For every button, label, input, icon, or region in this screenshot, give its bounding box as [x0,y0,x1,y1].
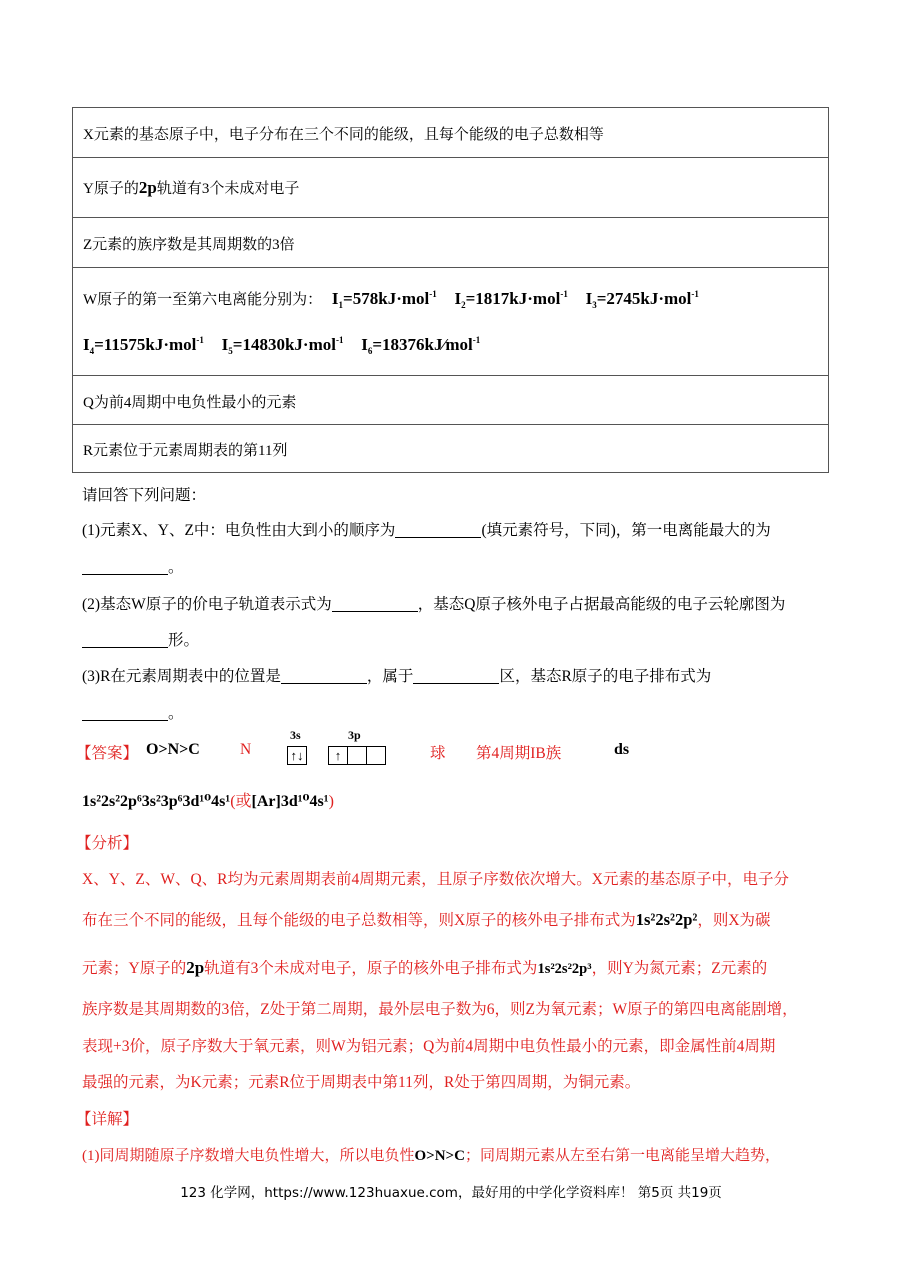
question-1-cont: 。 [82,555,184,577]
answer-blank[interactable] [82,559,168,576]
row-text: Q为前4周期中电负性最小的元素 [83,395,297,411]
answer-blank[interactable] [281,668,367,685]
answer-shape: 球 [430,745,446,762]
ionization-6: $I_6=18376kJ⁄mol^{-1}$ [361,335,481,356]
table-row-z [73,218,828,268]
row-bold: 2p [138,178,157,197]
row-text: Y原子的 [83,181,139,197]
table-row-w [73,268,828,376]
answer-position: 第4周期IB族 [476,745,562,762]
ionization-5: $I_5=14830kJ\cdot mol^{-1}$ [221,335,344,356]
answer-blank[interactable] [395,522,481,539]
row-text: 轨道有3个未成对电子 [156,181,300,197]
analysis-line-4: 族序数是其周期数的3倍，Z处于第二周期，最外层电子数为6，则Z为氧元素；W原子的第四电离能剧增， [82,1001,798,1018]
info-table [72,107,829,473]
question-2: (2)基态W原子的价电子轨道表示式为 ，基态Q原子核外电子占据最高能级的电子云轮廓图为 [82,596,786,613]
orbital-3p-box-1: ↑ [328,746,348,765]
answer-electronegativity: O>N>C [146,741,200,758]
answer-first-ionization: N [240,741,252,758]
analysis-line-2: 布在三个不同的能级，且每个能级的电子总数相等，则X原子的核外电子排布式为1s²2s²2p²，则X为碳 [82,910,771,929]
question-2-cont: 形。 [82,628,199,650]
ionization-4: $I_4=11575kJ\cdot mol^{-1}$ [83,335,204,356]
detail-label: 【详解】 [76,1111,139,1128]
ionization-2: $I_2=1817kJ\cdot mol^{-1}$ [454,289,568,310]
analysis-line-5: 表现+3价，原子序数大于氧元素，则W为铝元素；Q为前4周期中电负性最小的元素，即金属性前4周期 [82,1038,776,1055]
answer-blank[interactable] [82,705,168,722]
row-text: X元素的基态原子中，电子分布在三个不同的能级，且每个能级的电子总数相等 [83,127,604,143]
questions-intro: 请回答下列问题： [82,487,207,504]
orbital-3p-label: 3p [348,728,361,742]
table-row-x [73,108,828,158]
analysis-line-6: 最强的元素，为K元素；元素R位于周期表中第11列，R处于第四周期，为铜元素。 [82,1074,641,1091]
answer-label: 【答案】 [76,745,139,762]
analysis-line-1: X、Y、Z、W、Q、R均为元素周期表前4周期元素，且原子序数依次增大。X元素的基态原子中，电子分 [82,871,789,888]
question-3: (3)R在元素周期表中的位置是 ，属于 区，基态R原子的电子排布式为 [82,668,712,685]
answer-blank[interactable] [413,668,499,685]
analysis-label: 【分析】 [76,835,139,852]
row-text: W原子的第一至第六电离能分别为： [83,292,323,308]
answer-block: ds [614,741,630,758]
row-text: R元素位于元素周期表的第11列 [83,443,288,459]
answer-blank[interactable] [82,632,168,649]
table-row-y [73,158,828,218]
answer-blank[interactable] [332,596,418,613]
row-text: Z元素的族序数是其周期数的3倍 [83,237,295,253]
analysis-line-3: 元素；Y原子的2p轨道有3个未成对电子，原子的核外电子排布式为1s²2s²2p³，则Y为氮元素；Z元素的 [82,958,768,977]
orbital-3s-label: 3s [290,728,301,742]
orbital-3p-box-3 [366,746,386,765]
ionization-3: $I_3=2745kJ\cdot mol^{-1}$ [585,289,699,310]
question-1: (1)元素X、Y、Z中：电负性由大到小的顺序为 (填元素符号，下同)，第一电离能最大的为 [82,522,771,539]
ionization-1: $I_1=578kJ\cdot mol^{-1}$ [331,289,437,310]
detail-line-1: (1)同周期随原子序数增大电负性增大，所以电负性O>N>C；同周期元素从左至右第一电离能呈增大趋势， [82,1148,780,1164]
table-row-r [73,425,828,472]
page-footer: 123 化学网，https://www.123huaxue.com，最好用的中学化学资料库！ 第5页 共19页 [180,1185,722,1201]
answer-configuration: 1s²2s²2p⁶3s²3p⁶3d¹⁰4s¹(或[Ar]3d¹⁰4s¹) [82,793,334,810]
orbital-3p-box-2 [347,746,367,765]
orbital-3s-box: ↑↓ [287,746,307,765]
question-3-cont: 。 [82,701,184,723]
table-row-q [73,376,828,425]
